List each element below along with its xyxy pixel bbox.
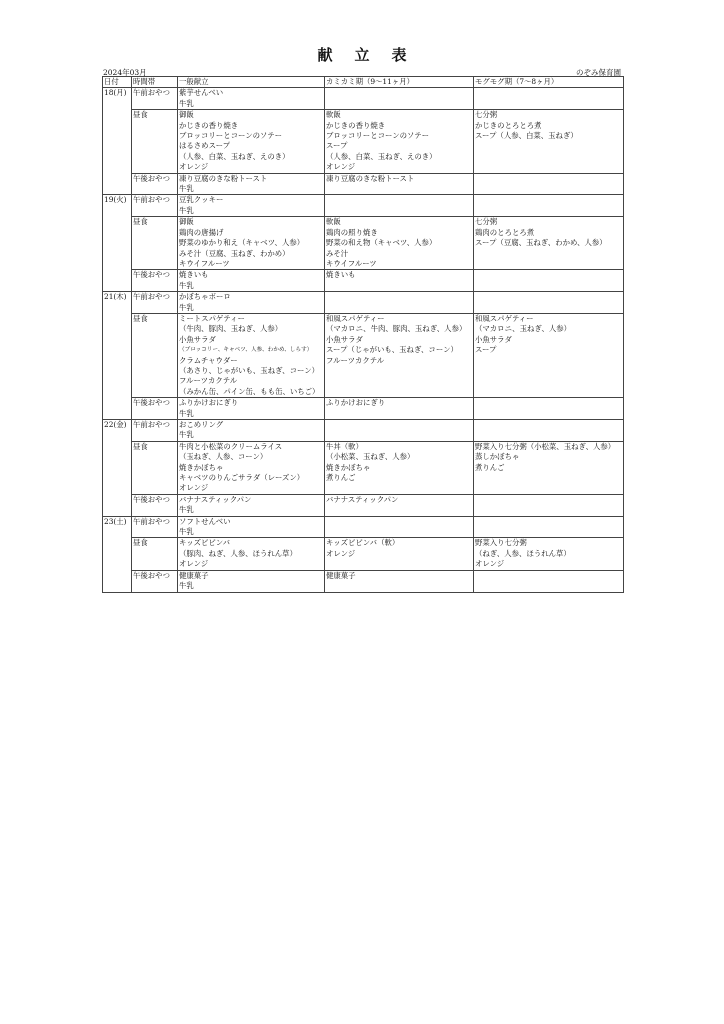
menu-cell-general [178,292,325,314]
menu-cell-general [178,420,325,442]
menu-cell-general [178,313,325,397]
table-row [103,313,624,397]
menu-line: 牛乳 [179,184,194,194]
menu-line [475,505,623,515]
menu-cell-general [178,516,325,538]
menu-line: 牛乳 [179,280,194,290]
menu-line: キウイフルーツ [326,258,377,268]
menu-line: （マカロニ、牛肉、豚肉、玉ねぎ、人参） [326,324,467,334]
menu-line [326,430,473,440]
menu-date: 2024年03月 [103,68,147,77]
menu-cell-kami [325,110,474,173]
header-slot: 時間帯 [132,77,178,88]
menu-cell-kami [325,173,474,195]
menu-cell-mogu [474,398,624,420]
slot-label: 午前おやつ [132,88,178,110]
table-row [103,270,624,292]
menu-line: キャベツのりんごサラダ（レーズン） [179,473,305,483]
menu-line [326,517,473,527]
menu-cell-general [178,494,325,516]
menu-line [475,398,623,408]
menu-line: みそ汁（豆腐、玉ねぎ、わかめ） [179,248,290,258]
menu-cell-general [178,270,325,292]
slot-label: 午後おやつ [132,398,178,420]
table-row [103,516,624,538]
menu-line [326,387,473,397]
menu-cell-general [178,398,325,420]
menu-line [475,430,623,440]
menu-line: ふりかけおにぎり [326,398,386,408]
menu-line: スープ（人参、白菜、玉ねぎ） [475,131,578,141]
menu-cell-kami [325,292,474,314]
menu-line: 牛乳 [179,98,194,108]
menu-line: （豚肉、ねぎ、人参、ほうれん草） [179,548,297,558]
menu-line: 牛乳 [179,205,194,215]
menu-line: 野菜入り七分粥（小松菜、玉ねぎ、人参） [475,441,616,451]
menu-cell-general [178,173,325,195]
table-row [103,398,624,420]
table-row [103,195,624,217]
menu-line: おこめリング [179,420,224,429]
menu-line: キッズビビンバ [179,538,231,548]
menu-line [326,366,473,376]
menu-line [475,356,623,366]
menu-line [475,366,623,376]
menu-line: フルーツカクテル [326,355,385,365]
slot-label: 午後おやつ [132,270,178,292]
menu-cell-mogu [474,570,624,592]
menu-line: かじきのとろとろ煮 [475,120,542,130]
menu-line [326,206,473,216]
menu-line: オレンジ [326,162,356,172]
menu-line: （人参、白菜、玉ねぎ、えのき） [326,151,437,161]
menu-line [326,581,473,591]
menu-line [475,259,623,269]
slot-label: 午前おやつ [132,516,178,538]
menu-line [326,195,473,205]
day-label: 21(木) [103,292,132,420]
table-row [103,173,624,195]
menu-line [475,571,623,581]
menu-line [326,88,473,98]
menu-cell-mogu [474,88,624,110]
table-row [103,420,624,442]
slot-label: 午前おやつ [132,420,178,442]
menu-line: 七分粥 [475,110,498,120]
menu-line: スープ（豆腐、玉ねぎ、わかめ、人参） [475,238,607,248]
header-row [103,77,624,88]
slot-label: 昼食 [132,217,178,270]
menu-line [475,483,623,493]
menu-line [326,483,473,493]
menu-line: かじきの香り焼き [179,120,239,130]
menu-line: （ブロッコリー、キャベツ、人参、わかめ、しらす） [179,347,313,354]
menu-line: 焼きいも [326,270,356,280]
menu-line: （玉ねぎ、人参、コーン） [179,452,268,462]
menu-line: 健康菓子 [179,570,209,580]
menu-cell-mogu [474,516,624,538]
slot-label: 昼食 [132,538,178,570]
menu-line [475,527,623,537]
menu-line: 凍り豆腐のきな粉トースト [326,173,415,183]
page-title: 献立表 [317,46,429,64]
menu-line [475,99,623,109]
menu-line [475,420,623,430]
menu-line: 紫芋せんべい [179,88,224,98]
menu-line [475,376,623,386]
menu-cell-mogu [474,494,624,516]
slot-label: 午後おやつ [132,173,178,195]
menu-line [326,559,473,569]
menu-line [475,281,623,291]
menu-line: 小魚サラダ [475,334,512,344]
day-label: 18(月) [103,88,132,195]
menu-line [475,303,623,313]
menu-cell-kami [325,516,474,538]
menu-line: オレンジ [475,559,505,569]
menu-line: （牛肉、豚肉、玉ねぎ、人参） [179,324,283,334]
menu-line: 牛肉と小松菜のクリームライス [179,441,283,451]
menu-line: 鶏肉の照り焼き [326,227,378,237]
menu-line: かじきの香り焼き [326,120,386,130]
slot-label: 昼食 [132,313,178,397]
menu-line: スープ [475,345,497,355]
menu-line [475,162,623,172]
menu-line: 焼きいも [179,270,209,280]
menu-line: 煮りんご [326,473,356,483]
menu-cell-general [178,110,325,173]
menu-line [326,420,473,430]
menu-line: かぼちゃボーロ [179,292,231,302]
menu-line: 凍り豆腐のきな粉トースト [179,173,268,183]
menu-line [475,195,623,205]
menu-line: ブロッコリーとコーンのソテー [326,131,430,141]
menu-cell-mogu [474,538,624,570]
menu-line: 御飯 [179,217,194,227]
menu-line: 豆乳クッキー [179,195,224,205]
table-row [103,292,624,314]
menu-line: 軟飯 [326,217,341,227]
menu-cell-mogu [474,420,624,442]
menu-cell-mogu [474,313,624,397]
menu-body [103,88,624,592]
menu-line: （ねぎ、人参、ほうれん草） [475,548,571,558]
slot-label: 昼食 [132,441,178,494]
table-row [103,110,624,173]
menu-line [475,152,623,162]
menu-line: キウイフルーツ [179,258,230,268]
menu-line: キッズビビンバ（軟） [326,538,400,548]
menu-line: 鶏肉の唐揚げ [179,227,224,237]
menu-line [475,292,623,302]
menu-cell-mogu [474,110,624,173]
menu-cell-general [178,88,325,110]
menu-line: 小魚サラダ [179,334,216,344]
menu-line: みそ汁 [326,248,349,258]
day-label: 22(金) [103,420,132,517]
menu-line: オレンジ [179,162,209,172]
table-row [103,217,624,270]
table-row [103,494,624,516]
menu-line [326,527,473,537]
header-date: 日付 [103,77,132,88]
menu-table [102,76,624,593]
menu-line: （マカロニ、玉ねぎ、人参） [475,324,572,334]
menu-cell-mogu [474,292,624,314]
menu-cell-mogu [474,217,624,270]
menu-line: （小松菜、玉ねぎ、人参） [326,452,415,462]
menu-line [475,495,623,505]
menu-line: 焼きかぼちゃ [326,462,371,472]
organization-name: のぞみ保育園 [576,68,621,77]
menu-line: 鶏肉のとろとろ煮 [475,227,535,237]
menu-line [475,184,623,194]
table-row [103,441,624,494]
menu-line [475,517,623,527]
menu-cell-kami [325,441,474,494]
menu-cell-mogu [474,270,624,292]
menu-line: ソフトせんべい [179,516,231,526]
menu-line: 牛乳 [179,527,194,537]
menu-line: 健康菓子 [326,570,356,580]
menu-line [475,409,623,419]
menu-cell-kami [325,270,474,292]
menu-line: ふりかけおにぎり [179,398,239,408]
menu-line: スープ（じゃがいも、玉ねぎ、コーン） [326,345,458,355]
menu-line: バナナスティックパン [179,494,252,504]
menu-line: 牛乳 [179,505,194,515]
menu-line [326,376,473,386]
menu-cell-kami [325,398,474,420]
menu-cell-kami [325,570,474,592]
menu-line: 煮りんご [475,462,505,472]
menu-line [475,249,623,259]
menu-line: 野菜入り七分粥 [475,538,527,548]
menu-line [326,184,473,194]
header-kamikami: カミカミ期（9～11ヶ月） [325,77,474,88]
menu-line: 七分粥 [475,217,498,227]
menu-line: 軟飯 [326,110,341,120]
header-general: 一般献立 [178,77,325,88]
slot-label: 午前おやつ [132,292,178,314]
menu-line: はるさめスープ [179,141,230,151]
slot-label: 昼食 [132,110,178,173]
slot-label: 午前おやつ [132,195,178,217]
menu-line: バナナスティックパン [326,494,399,504]
menu-line: 牛丼（軟） [326,441,363,451]
menu-line: 野菜のゆかり和え（キャベツ、人参） [179,238,305,248]
menu-cell-kami [325,217,474,270]
menu-line: 蒸しかぼちゃ [475,452,520,462]
slot-label: 午後おやつ [132,570,178,592]
menu-line: フルーツカクテル [179,376,238,386]
menu-line [326,281,473,291]
menu-cell-kami [325,88,474,110]
menu-line: 牛乳 [179,408,194,418]
menu-line [475,174,623,184]
menu-line: （人参、白菜、玉ねぎ、えのき） [179,151,290,161]
menu-line [326,292,473,302]
menu-cell-kami [325,494,474,516]
table-row [103,538,624,570]
menu-line [475,141,623,151]
menu-cell-general [178,441,325,494]
day-label: 19(火) [103,195,132,292]
menu-line [326,99,473,109]
menu-line [475,206,623,216]
menu-cell-kami [325,313,474,397]
menu-cell-mogu [474,441,624,494]
menu-line: ブロッコリーとコーンのソテー [179,131,283,141]
menu-line [326,409,473,419]
menu-cell-general [178,217,325,270]
menu-cell-general [178,538,325,570]
menu-line [475,473,623,483]
menu-line: オレンジ [179,559,209,569]
menu-line [475,88,623,98]
menu-line: 野菜の和え物（キャベツ、人参） [326,238,437,248]
slot-label: 午後おやつ [132,494,178,516]
menu-line: オレンジ [179,483,209,493]
menu-cell-kami [325,538,474,570]
day-label: 23(土) [103,516,132,592]
menu-line: 牛乳 [179,302,194,312]
menu-line [326,505,473,515]
menu-line: （あさり、じゃがいも、玉ねぎ、コーン） [179,365,319,375]
menu-line: 牛乳 [179,430,194,440]
menu-line [475,387,623,397]
menu-line: 御飯 [179,110,194,120]
menu-cell-mogu [474,173,624,195]
menu-line [475,270,623,280]
table-row [103,88,624,110]
menu-cell-general [178,570,325,592]
menu-line: クラムチャウダー [179,355,238,365]
menu-line: スープ [326,141,348,151]
menu-cell-mogu [474,195,624,217]
menu-line: 牛乳 [179,581,194,591]
menu-line: ミートスパゲティー [179,313,245,323]
menu-line: 和風スパゲティー [475,313,534,323]
menu-cell-kami [325,195,474,217]
menu-line: （みかん缶、パイン缶、もも缶、いちご） [179,386,320,396]
menu-cell-general [178,195,325,217]
menu-line: 小魚サラダ [326,334,363,344]
table-row [103,570,624,592]
header-mogumogu: モグモグ期（7～8ヶ月） [474,77,624,88]
menu-line [326,303,473,313]
menu-line: 焼きかぼちゃ [179,462,224,472]
menu-line: オレンジ [326,548,356,558]
menu-line [475,581,623,591]
menu-line: 和風スパゲティー [326,313,385,323]
menu-cell-kami [325,420,474,442]
